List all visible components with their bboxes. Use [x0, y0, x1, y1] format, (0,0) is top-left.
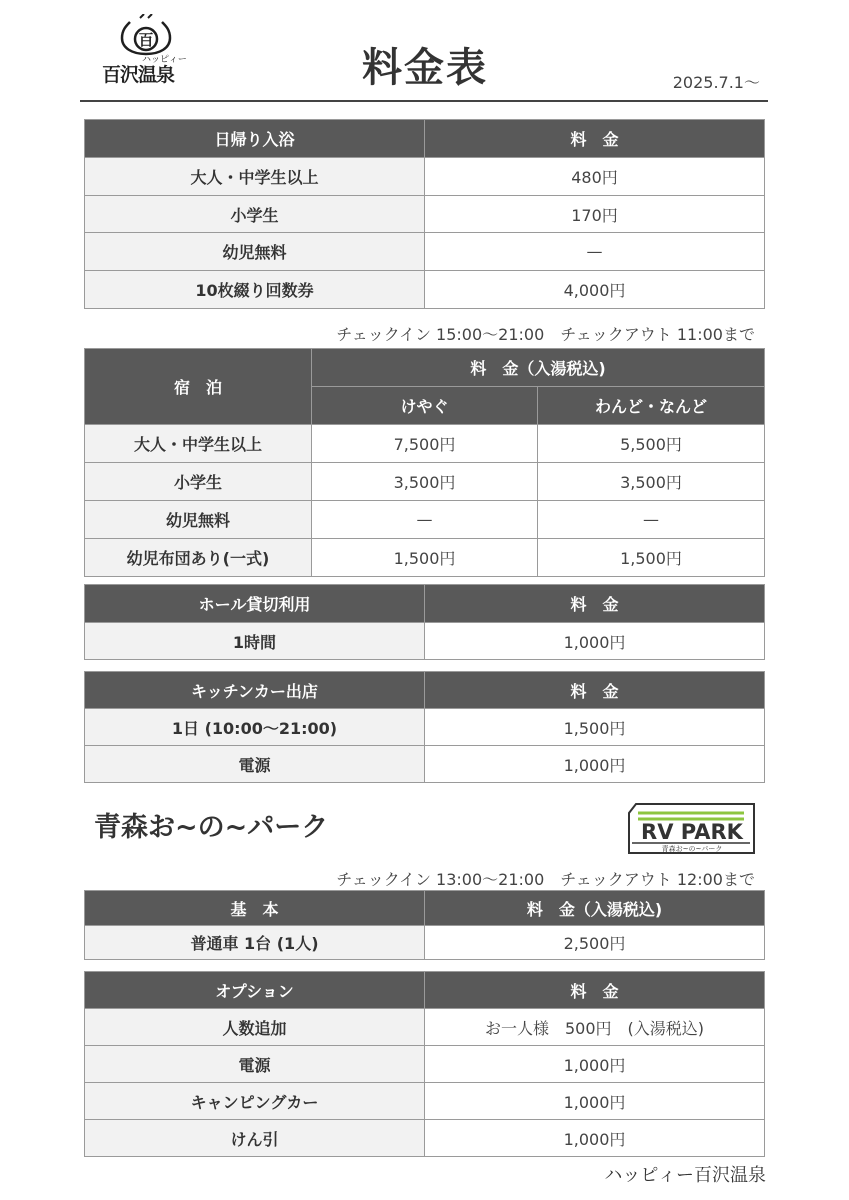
- table-row: [85, 1083, 765, 1120]
- row-price: 3,500円: [538, 463, 765, 501]
- table-row: [85, 746, 765, 783]
- table-row: [85, 539, 765, 577]
- table-row: [85, 196, 765, 233]
- row-label: 人数追加: [85, 1009, 425, 1046]
- row-price: —: [538, 501, 765, 539]
- stay-subheader-keyagu: けやぐ: [312, 387, 538, 425]
- rv-park-logo: [626, 801, 757, 856]
- row-label: キャンピングカー: [85, 1083, 425, 1120]
- table-row: [85, 158, 765, 196]
- rv-logo-sub: 青森お~の~パーク: [661, 845, 723, 853]
- row-price: 3,500円: [312, 463, 538, 501]
- day-bath-header-label: 日帰り入浴: [85, 120, 425, 158]
- row-label: 小学生: [85, 196, 425, 233]
- stay-checkin-note: チェックイン 15:00〜21:00 チェックアウト 11:00まで: [336, 325, 755, 344]
- hall-header-price: 料 金: [425, 585, 765, 623]
- row-price: 1,500円: [425, 709, 765, 746]
- row-label: 1日 (10:00〜21:00): [85, 709, 425, 746]
- row-label: 大人・中学生以上: [85, 425, 312, 463]
- row-price: 1,500円: [312, 539, 538, 577]
- table-row: [85, 709, 765, 746]
- rv-checkin-note: チェックイン 13:00〜21:00 チェックアウト 12:00まで: [336, 870, 755, 889]
- table-row: [85, 463, 765, 501]
- row-label: 幼児無料: [85, 501, 312, 539]
- kitchen-header-label: キッチンカー出店: [85, 672, 425, 709]
- day-bath-table: [84, 119, 765, 309]
- row-price: 7,500円: [312, 425, 538, 463]
- row-price: 2,500円: [425, 926, 765, 960]
- stay-header-price: 料 金（入湯税込): [312, 349, 765, 387]
- table-row: [85, 1046, 765, 1083]
- table-row: [85, 233, 765, 271]
- table-row: [85, 926, 765, 960]
- stay-table: [84, 348, 765, 577]
- stay-header-label: 宿 泊: [85, 349, 312, 425]
- row-price: 5,500円: [538, 425, 765, 463]
- table-row: [85, 501, 765, 539]
- kitchen-car-table: [84, 671, 765, 783]
- svg-text:百: 百: [138, 31, 154, 49]
- rv-park-section-title: 青森お~の~パーク: [94, 812, 329, 843]
- table-row: [85, 1009, 765, 1046]
- stay-subheader-wando: わんど・なんど: [538, 387, 765, 425]
- hall-table: [84, 584, 765, 660]
- onsen-logo: [100, 14, 205, 90]
- day-bath-header-price: 料 金: [425, 120, 765, 158]
- table-row: [85, 271, 765, 309]
- row-price: 1,000円: [425, 623, 765, 660]
- row-label: 小学生: [85, 463, 312, 501]
- table-row: [85, 425, 765, 463]
- row-price: 1,000円: [425, 746, 765, 783]
- rv-basic-table: [84, 890, 765, 960]
- row-label: 1時間: [85, 623, 425, 660]
- row-label: 電源: [85, 1046, 425, 1083]
- kitchen-header-price: 料 金: [425, 672, 765, 709]
- basic-header-price: 料 金（入湯税込): [425, 891, 765, 926]
- row-price: 1,000円: [425, 1120, 765, 1157]
- row-label: 大人・中学生以上: [85, 158, 425, 196]
- hall-header-label: ホール貸切利用: [85, 585, 425, 623]
- options-header-label: オプション: [85, 972, 425, 1009]
- page-title: 料金表: [362, 45, 488, 91]
- row-price: 4,000円: [425, 271, 765, 309]
- row-label: けん引: [85, 1120, 425, 1157]
- row-price: —: [312, 501, 538, 539]
- footer-brand: ハッピィー百沢温泉: [604, 1165, 766, 1186]
- rv-logo-main: RV PARK: [641, 820, 743, 844]
- row-label: 電源: [85, 746, 425, 783]
- row-price: お一人様 500円 (入湯税込): [425, 1009, 765, 1046]
- row-label: 幼児無料: [85, 233, 425, 271]
- row-price: 1,000円: [425, 1083, 765, 1120]
- row-label: 幼児布団あり(一式): [85, 539, 312, 577]
- row-price: 1,500円: [538, 539, 765, 577]
- row-label: 10枚綴り回数券: [85, 271, 425, 309]
- row-price: 480円: [425, 158, 765, 196]
- row-label: 普通車 1台 (1人): [85, 926, 425, 960]
- row-price: 170円: [425, 196, 765, 233]
- row-price: 1,000円: [425, 1046, 765, 1083]
- basic-header-label: 基 本: [85, 891, 425, 926]
- row-price: —: [425, 233, 765, 271]
- effective-date: 2025.7.1〜: [672, 73, 760, 92]
- logo-text: 百沢温泉: [102, 64, 175, 86]
- table-row: [85, 1120, 765, 1157]
- options-header-price: 料 金: [425, 972, 765, 1009]
- rv-options-table: [84, 971, 765, 1157]
- table-row: [85, 623, 765, 660]
- logo-ruby: ハッピィー: [142, 55, 187, 65]
- header-divider: [80, 100, 768, 102]
